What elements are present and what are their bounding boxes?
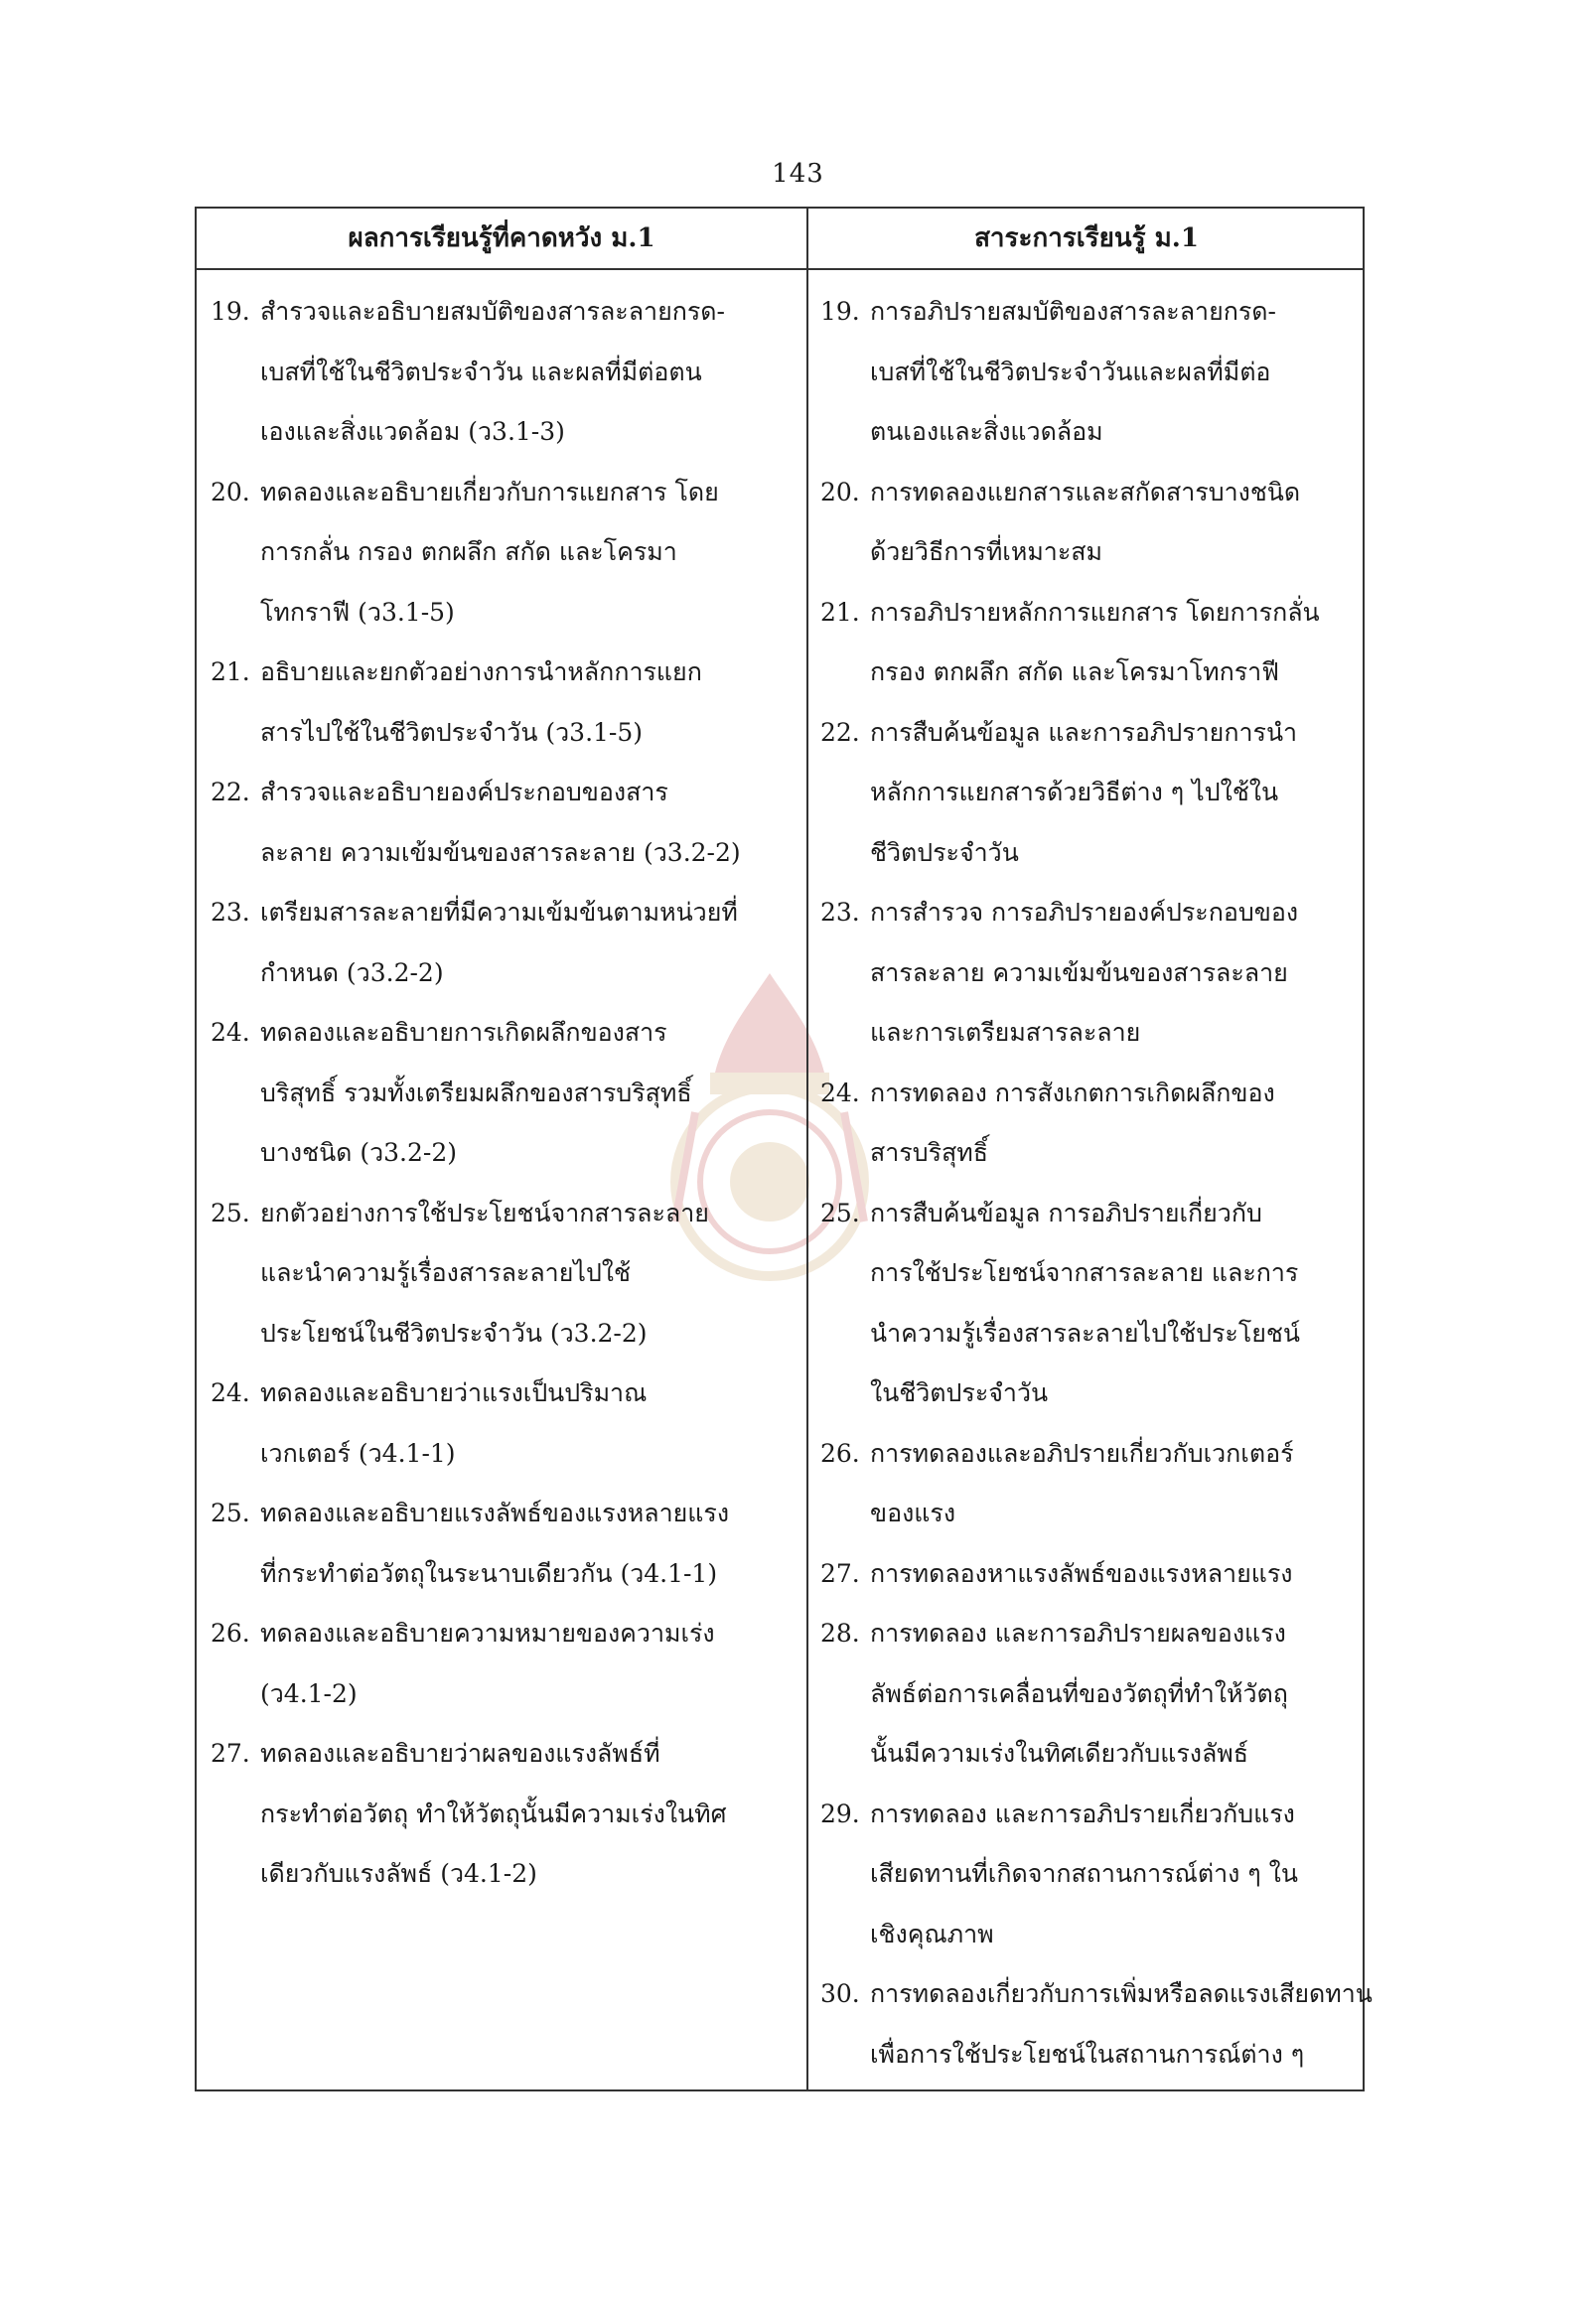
content-item xyxy=(820,583,1357,703)
content-item xyxy=(820,1604,1357,1785)
outcome-item xyxy=(211,1003,798,1184)
content-item xyxy=(820,703,1357,884)
outcome-item-line: ประโยชน์ในชีวิตประจำวัน (ว3.2-2) xyxy=(260,1318,648,1348)
content-item-text xyxy=(870,1544,1357,1605)
outcome-item-line: สารไปใช้ในชีวิตประจำวัน (ว3.1-5) xyxy=(260,717,644,747)
outcome-item xyxy=(211,463,798,644)
outcome-item-line: ทดลองและอธิบายแรงลัพธ์ของแรงหลายแรง xyxy=(260,1499,730,1527)
content-item-number: 24. xyxy=(820,1078,860,1107)
content-item-number: 20. xyxy=(820,477,860,506)
content-item-number: 19. xyxy=(820,297,860,326)
outcome-item-line: ทดลองและอธิบายว่าผลของแรงลัพธ์ที่ xyxy=(260,1739,660,1768)
content-item-line: การใช้ประโยชน์จากสารละลาย และการ xyxy=(870,1258,1299,1287)
content-item-number: 26. xyxy=(820,1438,860,1468)
content-item-text xyxy=(870,1064,1357,1184)
outcome-item-line: ทดลองและอธิบายว่าแรงเป็นปริมาณ xyxy=(260,1378,648,1407)
page-number: 143 xyxy=(772,159,824,189)
content-item-line: การทดลองหาแรงลัพธ์ของแรงหลายแรง xyxy=(870,1558,1293,1588)
content-item-number: 21. xyxy=(820,597,860,627)
outcome-item-number: 22. xyxy=(211,778,250,806)
content-item xyxy=(820,883,1357,1064)
content-item xyxy=(820,463,1357,583)
content-item-line: เพื่อการใช้ประโยชน์ในสถานการณ์ต่าง ๆ xyxy=(870,2039,1305,2069)
outcome-item-text xyxy=(260,1003,798,1184)
outcome-item-text xyxy=(260,883,798,1003)
content-item-text xyxy=(870,1964,1373,2085)
outcome-item-line: ทดลองและอธิบายความหมายของความเร่ง xyxy=(260,1619,715,1648)
content-item xyxy=(820,1964,1373,2085)
content-item xyxy=(820,1785,1357,1965)
outcome-item-line: กำหนด (ว3.2-2) xyxy=(260,957,444,987)
content-item-line: ด้วยวิธีการที่เหมาะสม xyxy=(870,537,1103,566)
content-item-line: นำความรู้เรื่องสารละลายไปใช้ประโยชน์ xyxy=(870,1318,1300,1348)
outcome-item xyxy=(211,1364,798,1484)
content-item-text xyxy=(870,282,1357,463)
content-item-line: การทดลองเกี่ยวกับการเพิ่มหรือลดแรงเสียดทาน xyxy=(870,1979,1373,2008)
outcome-item-number: 24. xyxy=(211,1378,250,1407)
column-divider xyxy=(806,209,808,2089)
outcome-item-text xyxy=(260,282,798,463)
outcome-item-text xyxy=(260,1184,798,1365)
content-item-line: การทดลอง และการอภิปรายเกี่ยวกับแรง xyxy=(870,1799,1295,1828)
outcome-item-text xyxy=(260,643,798,763)
content-item-number: 29. xyxy=(820,1799,860,1828)
outcome-item xyxy=(211,282,798,463)
outcome-item-line: เดียวกับแรงลัพธ์ (ว4.1-2) xyxy=(260,1859,537,1888)
header-expected-outcomes: ผลการเรียนรู้ที่คาดหวัง ม.1 xyxy=(348,223,655,253)
outcome-item xyxy=(211,763,798,883)
content-item-line: ในชีวิตประจำวัน xyxy=(870,1378,1049,1407)
content-item-line: การทดลองและอภิปรายเกี่ยวกับเวกเตอร์ xyxy=(870,1438,1294,1468)
content-item-text xyxy=(870,1424,1357,1544)
content-item-line: การสำรวจ การอภิปรายองค์ประกอบของ xyxy=(870,898,1299,927)
content-item-text xyxy=(870,1785,1357,1965)
outcome-item xyxy=(211,1724,798,1905)
content-item-line: สารละลาย ความเข้มข้นของสารละลาย xyxy=(870,957,1288,987)
outcome-item-text xyxy=(260,1724,798,1905)
content-item-line: การสืบค้นข้อมูล และการอภิปรายการนำ xyxy=(870,717,1298,747)
header-learning-content: สาระการเรียนรู้ ม.1 xyxy=(974,223,1199,253)
content-item-line: การสืบค้นข้อมูล การอภิปรายเกี่ยวกับ xyxy=(870,1198,1262,1227)
content-item-line: การทดลองแยกสารและสกัดสารบางชนิด xyxy=(870,477,1301,506)
content-item-line: สารบริสุทธิ์ xyxy=(870,1138,989,1167)
content-item-line: การอภิปรายสมบัติของสารละลายกรด- xyxy=(870,297,1276,326)
outcome-item xyxy=(211,1184,798,1365)
outcome-item-text xyxy=(260,463,798,644)
outcome-item-line: ทดลองและอธิบายการเกิดผลึกของสาร xyxy=(260,1018,667,1047)
expected-outcomes-column xyxy=(211,282,798,1905)
content-item-number: 27. xyxy=(820,1558,860,1588)
content-item-line: การอภิปรายหลักการแยกสาร โดยการกลั่น xyxy=(870,597,1320,627)
content-item-number: 25. xyxy=(820,1198,860,1227)
learning-content-column xyxy=(820,282,1373,2085)
content-item-line: ลัพธ์ต่อการเคลื่อนที่ของวัตถุที่ทำให้วัตถุ xyxy=(870,1678,1288,1708)
content-item-line: การทดลอง การสังเกตการเกิดผลึกของ xyxy=(870,1078,1275,1107)
content-item xyxy=(820,282,1357,463)
content-item-text xyxy=(870,1184,1357,1424)
outcome-item-line: ทดลองและอธิบายเกี่ยวกับการแยกสาร โดย xyxy=(260,477,719,506)
content-item-text xyxy=(870,463,1357,583)
outcome-item-text xyxy=(260,1604,798,1724)
outcome-item-line: และนำความรู้เรื่องสารละลายไปใช้ xyxy=(260,1258,631,1287)
content-item-line: ตนเองและสิ่งแวดล้อม xyxy=(870,417,1103,446)
outcome-item-number: 23. xyxy=(211,898,250,927)
outcome-item-line: กระทำต่อวัตถุ ทำให้วัตถุนั้นมีความเร่งในทิศ xyxy=(260,1799,727,1828)
content-item-number: 23. xyxy=(820,898,860,927)
outcome-item-number: 21. xyxy=(211,657,250,686)
content-item-number: 22. xyxy=(820,717,860,747)
content-item xyxy=(820,1424,1357,1544)
outcome-item xyxy=(211,883,798,1003)
content-item-line: หลักการแยกสารด้วยวิธีต่าง ๆ ไปใช้ใน xyxy=(870,778,1279,806)
outcome-item-line: การกลั่น กรอง ตกผลึก สกัด และโครมา xyxy=(260,537,677,566)
outcome-item-line: ที่กระทำต่อวัตถุในระนาบเดียวกัน (ว4.1-1) xyxy=(260,1558,718,1588)
content-item xyxy=(820,1544,1357,1605)
content-item-number: 30. xyxy=(820,1979,860,2008)
outcome-item-line: เตรียมสารละลายที่มีความเข้มข้นตามหน่วยที่ xyxy=(260,898,738,927)
outcome-item-line: ละลาย ความเข้มข้นของสารละลาย (ว3.2-2) xyxy=(260,837,741,867)
content-item-line: เบสที่ใช้ในชีวิตประจำวันและผลที่มีต่อ xyxy=(870,357,1271,386)
content-item-line: ของแรง xyxy=(870,1499,956,1527)
outcome-item-text xyxy=(260,1364,798,1484)
outcome-item-line: เบสที่ใช้ในชีวิตประจำวัน และผลที่มีต่อตน xyxy=(260,357,702,386)
outcome-item-number: 20. xyxy=(211,477,250,506)
outcome-item-line: ยกตัวอย่างการใช้ประโยชน์จากสารละลาย xyxy=(260,1198,709,1227)
outcome-item-number: 25. xyxy=(211,1499,250,1527)
content-item xyxy=(820,1064,1357,1184)
content-item-text xyxy=(870,703,1357,884)
content-item-text xyxy=(870,883,1357,1064)
outcome-item-number: 19. xyxy=(211,297,250,326)
outcome-item xyxy=(211,1604,798,1724)
outcome-item-line: อธิบายและยกตัวอย่างการนำหลักการแยก xyxy=(260,657,702,686)
content-item-line: และการเตรียมสารละลาย xyxy=(870,1018,1141,1047)
outcome-item-number: 24. xyxy=(211,1018,250,1047)
content-item-line: เชิงคุณภาพ xyxy=(870,1919,994,1948)
content-item-line: นั้นมีความเร่งในทิศเดียวกับแรงลัพธ์ xyxy=(870,1739,1249,1768)
outcome-item-line: โทกราฟี (ว3.1-5) xyxy=(260,597,455,627)
outcome-item-text xyxy=(260,1484,798,1604)
outcome-item-line: เวกเตอร์ (ว4.1-1) xyxy=(260,1438,456,1468)
content-item-text xyxy=(870,583,1357,703)
outcome-item xyxy=(211,1484,798,1604)
content-item-line: กรอง ตกผลึก สกัด และโครมาโทกราฟี xyxy=(870,657,1279,686)
outcome-item-number: 27. xyxy=(211,1739,250,1768)
outcome-item-text xyxy=(260,763,798,883)
content-item-line: การทดลอง และการอภิปรายผลของแรง xyxy=(870,1619,1286,1648)
outcome-item xyxy=(211,643,798,763)
outcome-item-number: 26. xyxy=(211,1619,250,1648)
content-item-number: 28. xyxy=(820,1619,860,1648)
outcome-item-line: บริสุทธิ์ รวมทั้งเตรียมผลึกของสารบริสุทธิ์ xyxy=(260,1078,692,1107)
outcome-item-line: บางชนิด (ว3.2-2) xyxy=(260,1138,458,1167)
curriculum-table xyxy=(195,207,1373,2091)
outcome-item-line: สำรวจและอธิบายองค์ประกอบของสาร xyxy=(260,778,668,806)
outcome-item-number: 25. xyxy=(211,1198,250,1227)
content-item-line: เสียดทานที่เกิดจากสถานการณ์ต่าง ๆ ใน xyxy=(870,1859,1298,1888)
content-item-line: ชีวิตประจำวัน xyxy=(870,837,1019,867)
content-item xyxy=(820,1184,1357,1424)
table-header-row xyxy=(197,209,1363,270)
outcome-item-line: เองและสิ่งแวดล้อม (ว3.1-3) xyxy=(260,417,565,446)
content-item-text xyxy=(870,1604,1357,1785)
outcome-item-line: (ว4.1-2) xyxy=(260,1678,358,1708)
outcome-item-line: สำรวจและอธิบายสมบัติของสารละลายกรด- xyxy=(260,297,725,326)
